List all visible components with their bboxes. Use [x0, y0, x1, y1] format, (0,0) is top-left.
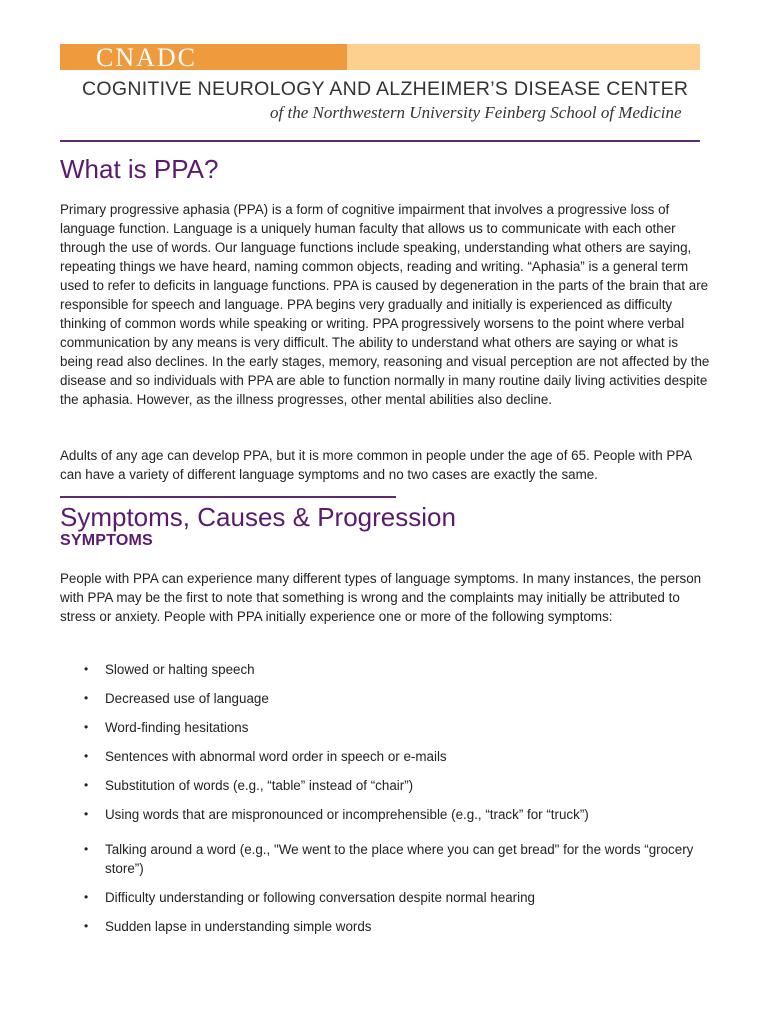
- section-title-what-is-ppa: What is PPA?: [60, 154, 219, 184]
- symptom-text: Difficulty understanding or following conversation despite normal hearing: [105, 890, 535, 905]
- bullet-icon: •: [84, 807, 89, 821]
- bullet-icon: •: [84, 890, 89, 904]
- paragraph-ppa-definition: Primary progressive aphasia (PPA) is a form of cognitive impairment that involves a progressive loss of language function. Language is a uniquely human faculty that allows us to communicate with each other through the use of words. Our language functions include speaking, understanding what others are saying, repeating things we have heard, naming common objects, reading and writing. “Aphasia” is a general term used to refer to deficits in language functions. PPA is caused by degeneration in the parts of the brain that are responsible for speech and language. PPA begins very gradually and initially is experienced as difficulty thinking of common words while speaking or writing. PPA progressively worsens to the point where verbal communication by any means is very difficult. The ability to understand what others are saying or what is being read also declines. In the early stages, memory, reasoning and visual perception are not affected by the disease and so individuals with PPA are able to function normally in many routine daily living activities despite the aphasia. However, as the illness progresses, other mental abilities also decline.: [60, 202, 710, 407]
- school-name: of the Northwestern University Feinberg School of Medicine: [270, 103, 682, 122]
- list-item: [60, 747, 700, 766]
- paragraph-ppa-age: Adults of any age can develop PPA, but it is more common in people under the age of 65. People with PPA can have a variety of different language symptoms and no two cases are exactly the same.: [60, 448, 692, 482]
- symptom-text: Decreased use of language: [105, 691, 269, 706]
- bullet-icon: •: [84, 842, 89, 856]
- bullet-icon: •: [84, 749, 89, 763]
- header-bar-yellow: [347, 44, 700, 70]
- symptom-text: Talking around a word (e.g., "We went to the place where you can get bread" for the words “grocery store”): [105, 842, 694, 876]
- list-item: [60, 776, 700, 795]
- symptom-text: Using words that are mispronounced or incomprehensible (e.g., “track” for “truck”): [105, 807, 589, 822]
- list-item: [60, 840, 700, 878]
- center-name: COGNITIVE NEUROLOGY AND ALZHEIMER’S DISEASE CENTER: [82, 78, 689, 100]
- list-item: [60, 805, 700, 824]
- list-item: [60, 888, 700, 907]
- list-item: [60, 689, 700, 708]
- symptom-text: Slowed or halting speech: [105, 662, 255, 677]
- subsection-title-symptoms: SYMPTOMS: [60, 532, 153, 549]
- logo-text: CNADC: [96, 43, 198, 72]
- header-divider: [60, 140, 700, 142]
- bullet-icon: •: [84, 691, 89, 705]
- section-title-symptoms-causes: Symptoms, Causes & Progression: [60, 502, 456, 532]
- list-item: [60, 718, 700, 737]
- list-item: [60, 917, 700, 936]
- symptom-text: Sentences with abnormal word order in speech or e-mails: [105, 749, 447, 764]
- symptom-text: Substitution of words (e.g., “table” instead of “chair”): [105, 778, 414, 793]
- symptom-text: Sudden lapse in understanding simple words: [105, 919, 372, 934]
- bullet-icon: •: [84, 720, 89, 734]
- paragraph-symptoms-intro: People with PPA can experience many different types of language symptoms. In many instances, the person with PPA may be the first to note that something is wrong and the complaints may initially be attributed to stress or anxiety. People with PPA initially experience one or more of the following symptoms:: [60, 571, 702, 624]
- symptom-text: Word-finding hesitations: [105, 720, 249, 735]
- bullet-icon: •: [84, 662, 89, 676]
- symptom-list: [60, 660, 700, 946]
- list-item: [60, 660, 700, 679]
- section-divider: [60, 496, 396, 498]
- bullet-icon: •: [84, 778, 89, 792]
- bullet-icon: •: [84, 919, 89, 933]
